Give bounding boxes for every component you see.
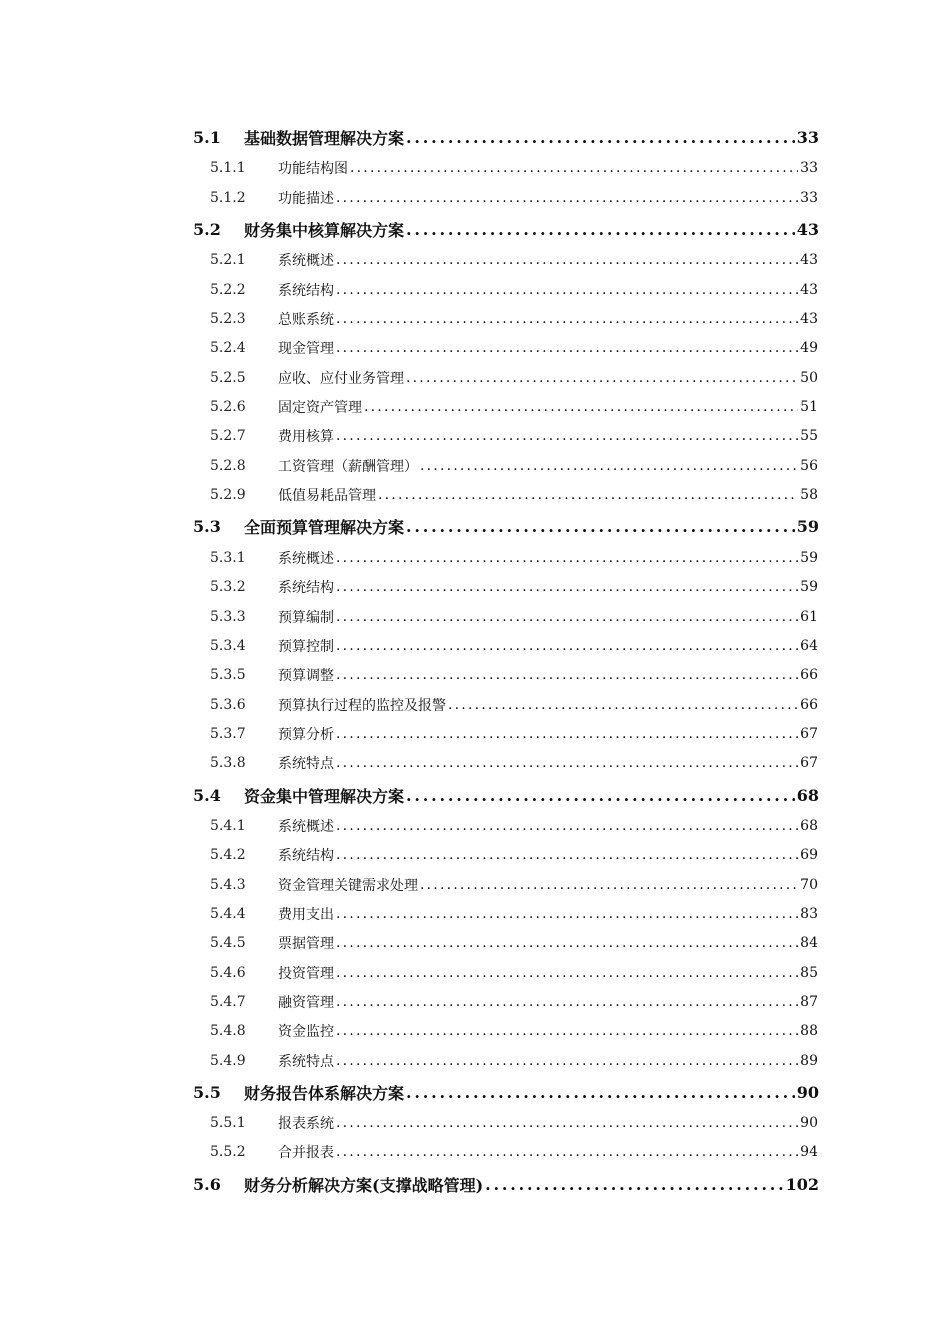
toc-entry-number: 5.4.5 — [210, 935, 246, 951]
toc-entry-number: 5.3 — [193, 516, 221, 536]
toc-dot-leader — [336, 311, 798, 327]
toc-entry-page: 69 — [800, 847, 818, 863]
toc-entry-number: 5.2 — [193, 219, 221, 239]
toc-entry-5-2-9[interactable] — [210, 483, 818, 507]
toc-entry-number: 5.3.1 — [210, 550, 246, 566]
toc-entry-title: 预算控制 — [278, 639, 334, 655]
toc-dot-leader — [336, 340, 798, 356]
toc-entry-number: 5.2.6 — [210, 399, 246, 415]
toc-dot-leader — [378, 487, 798, 503]
toc-dot-leader — [406, 517, 795, 536]
toc-entry-5-3-7[interactable] — [210, 722, 818, 746]
toc-entry-5-1-1[interactable] — [210, 156, 818, 180]
toc-entry-5-3-4[interactable] — [210, 634, 818, 658]
toc-entry-page: 87 — [800, 994, 818, 1010]
toc-entry-5-3-8[interactable] — [210, 751, 818, 775]
toc-entry-5-2-3[interactable] — [210, 307, 818, 331]
toc-entry-title: 预算编制 — [278, 610, 334, 626]
toc-entry-page: 58 — [800, 487, 818, 503]
toc-entry-5-4-1[interactable] — [210, 814, 818, 838]
toc-entry-title: 报表系统 — [278, 1116, 334, 1132]
toc-entry-number: 5.4.8 — [210, 1023, 246, 1039]
toc-entry-number: 5.4.7 — [210, 994, 246, 1010]
toc-entry-title: 财务报告体系解决方案 — [244, 1083, 405, 1103]
toc-entry-number: 5.4.1 — [210, 818, 246, 834]
toc-dot-leader — [336, 638, 798, 654]
toc-entry-page: 68 — [800, 818, 818, 834]
toc-dot-leader — [336, 818, 798, 834]
toc-entry-number: 5.6 — [193, 1174, 221, 1194]
toc-entry-5-4-5[interactable] — [210, 931, 818, 955]
toc-entry-5-4-6[interactable] — [210, 961, 818, 985]
toc-entry-title: 合并报表 — [278, 1145, 334, 1161]
toc-entry-5-4-4[interactable] — [210, 902, 818, 926]
toc-entry-title: 系统特点 — [278, 1054, 334, 1070]
toc-entry-5-2-1[interactable] — [210, 248, 818, 272]
toc-entry-number: 5.4.6 — [210, 965, 246, 981]
toc-entry-title: 费用支出 — [278, 907, 334, 923]
toc-entry-title: 工资管理（薪酬管理） — [278, 459, 418, 475]
toc-entry-number: 5.2.4 — [210, 340, 246, 356]
toc-dot-leader — [485, 1175, 783, 1194]
toc-dot-leader — [420, 877, 798, 893]
toc-entry-5-4-7[interactable] — [210, 990, 818, 1014]
toc-entry-number: 5.5.1 — [210, 1115, 246, 1131]
toc-entry-page: 43 — [800, 282, 818, 298]
toc-entry-title: 预算分析 — [278, 727, 334, 743]
toc-entry-title: 功能描述 — [278, 191, 334, 207]
toc-entry-page: 90 — [796, 1082, 819, 1102]
toc-dot-leader — [336, 1144, 798, 1160]
toc-entry-page: 56 — [800, 458, 818, 474]
toc-entry-5-3-3[interactable] — [210, 605, 818, 629]
toc-entry-title: 系统结构 — [278, 848, 334, 864]
toc-entry-page: 64 — [800, 638, 818, 654]
toc-dot-leader — [336, 935, 798, 951]
toc-dot-leader — [336, 994, 798, 1010]
toc-dot-leader — [448, 697, 798, 713]
toc-entry-5-5[interactable] — [193, 1079, 819, 1105]
toc-entry-5-2-7[interactable] — [210, 424, 818, 448]
toc-dot-leader — [336, 252, 798, 268]
toc-entry-5-6[interactable] — [193, 1171, 819, 1197]
toc-entry-number: 5.4.4 — [210, 906, 246, 922]
toc-entry-title: 现金管理 — [278, 341, 334, 357]
toc-dot-leader — [406, 370, 798, 386]
toc-entry-page: 66 — [800, 697, 818, 713]
toc-entry-number: 5.2.8 — [210, 458, 246, 474]
toc-entry-title: 融资管理 — [278, 995, 334, 1011]
toc-entry-title: 总账系统 — [278, 312, 334, 328]
toc-entry-page: 50 — [800, 370, 818, 386]
toc-dot-leader — [336, 1023, 798, 1039]
toc-entry-5-4-9[interactable] — [210, 1049, 818, 1073]
toc-entry-page: 102 — [785, 1174, 819, 1194]
toc-dot-leader — [336, 428, 798, 444]
toc-dot-leader — [336, 1053, 798, 1069]
toc-entry-title: 低值易耗品管理 — [278, 488, 376, 504]
toc-entry-page: 88 — [800, 1023, 818, 1039]
toc-dot-leader — [364, 399, 798, 415]
toc-entry-number: 5.2.9 — [210, 487, 246, 503]
toc-entry-number: 5.3.3 — [210, 609, 246, 625]
toc-entry-page: 33 — [796, 127, 819, 147]
toc-entry-page: 55 — [800, 428, 818, 444]
toc-entry-page: 67 — [800, 755, 818, 771]
toc-dot-leader — [336, 579, 798, 595]
toc-dot-leader — [336, 550, 798, 566]
toc-entry-5-3[interactable] — [193, 513, 819, 539]
toc-entry-5-2[interactable] — [193, 216, 819, 242]
toc-entry-5-2-5[interactable] — [210, 366, 818, 390]
toc-entry-5-5-2[interactable] — [210, 1140, 818, 1164]
toc-entry-number: 5.5.2 — [210, 1144, 246, 1160]
toc-entry-title: 财务集中核算解决方案 — [244, 220, 405, 240]
toc-entry-page: 59 — [800, 579, 818, 595]
toc-entry-page: 33 — [800, 160, 818, 176]
toc-entry-page: 43 — [800, 311, 818, 327]
toc-entry-title: 票据管理 — [278, 936, 334, 952]
toc-entry-title: 预算调整 — [278, 668, 334, 684]
toc-entry-5-3-2[interactable] — [210, 575, 818, 599]
toc-entry-number: 5.1.1 — [210, 160, 246, 176]
toc-entry-title: 基础数据管理解决方案 — [244, 128, 405, 148]
toc-entry-title: 费用核算 — [278, 429, 334, 445]
toc-entry-page: 61 — [800, 609, 818, 625]
toc-entry-number: 5.2.2 — [210, 282, 246, 298]
toc-entry-title: 全面预算管理解决方案 — [244, 517, 405, 537]
toc-entry-page: 43 — [800, 252, 818, 268]
toc-entry-number: 5.3.7 — [210, 726, 246, 742]
toc-entry-number: 5.4.3 — [210, 877, 246, 893]
toc-entry-title: 系统特点 — [278, 756, 334, 772]
toc-entry-title: 系统概述 — [278, 819, 334, 835]
toc-entry-5-5-1[interactable] — [210, 1111, 818, 1135]
toc-dot-leader — [336, 906, 798, 922]
toc-entry-title: 系统结构 — [278, 580, 334, 596]
toc-dot-leader — [406, 1083, 795, 1102]
toc-dot-leader — [336, 847, 798, 863]
toc-entry-number: 5.3.8 — [210, 755, 246, 771]
toc-entry-page: 70 — [800, 877, 818, 893]
toc-entry-5-3-1[interactable] — [210, 546, 818, 570]
toc-entry-5-1[interactable] — [193, 124, 819, 150]
toc-dot-leader — [336, 1115, 798, 1131]
toc-entry-page: 68 — [796, 785, 819, 805]
toc-entry-5-2-6[interactable] — [210, 395, 818, 419]
toc-entry-number: 5.4.9 — [210, 1053, 246, 1069]
toc-entry-number: 5.3.5 — [210, 667, 246, 683]
toc-entry-5-2-4[interactable] — [210, 336, 818, 360]
toc-entry-5-4-2[interactable] — [210, 843, 818, 867]
toc-dot-leader — [406, 128, 795, 147]
toc-entry-page: 59 — [800, 550, 818, 566]
toc-entry-page: 59 — [796, 516, 819, 536]
toc-entry-number: 5.5 — [193, 1082, 221, 1102]
toc-entry-5-4-8[interactable] — [210, 1019, 818, 1043]
toc-entry-page: 66 — [800, 667, 818, 683]
toc-entry-title: 应收、应付业务管理 — [278, 371, 404, 387]
toc-entry-5-4-3[interactable] — [210, 873, 818, 897]
toc-entry-page: 84 — [800, 935, 818, 951]
toc-dot-leader — [336, 667, 798, 683]
toc-entry-number: 5.3.4 — [210, 638, 246, 654]
toc-entry-number: 5.2.7 — [210, 428, 246, 444]
toc-entry-number: 5.3.6 — [210, 697, 246, 713]
toc-entry-page: 51 — [800, 399, 818, 415]
toc-entry-title: 资金集中管理解决方案 — [244, 786, 405, 806]
toc-entry-page: 49 — [800, 340, 818, 356]
toc-dot-leader — [336, 609, 798, 625]
toc-entry-number: 5.2.3 — [210, 311, 246, 327]
toc-entry-title: 财务分析解决方案(支撑战略管理) — [244, 1175, 484, 1195]
toc-entry-5-4[interactable] — [193, 782, 819, 808]
toc-entry-5-2-2[interactable] — [210, 278, 818, 302]
toc-entry-title: 投资管理 — [278, 966, 334, 982]
toc-entry-title: 资金管理关键需求处理 — [278, 878, 418, 894]
toc-dot-leader — [420, 458, 798, 474]
toc-entry-page: 90 — [800, 1115, 818, 1131]
toc-entry-number: 5.3.2 — [210, 579, 246, 595]
toc-entry-page: 85 — [800, 965, 818, 981]
toc-entry-title: 系统概述 — [278, 253, 334, 269]
toc-dot-leader — [406, 220, 795, 239]
toc-entry-title: 系统结构 — [278, 283, 334, 299]
toc-entry-page: 83 — [800, 906, 818, 922]
toc-entry-number: 5.2.5 — [210, 370, 246, 386]
toc-entry-page: 89 — [800, 1053, 818, 1069]
toc-entry-title: 固定资产管理 — [278, 400, 362, 416]
toc-entry-page: 33 — [800, 190, 818, 206]
toc-dot-leader — [336, 965, 798, 981]
toc-dot-leader — [350, 160, 798, 176]
toc-dot-leader — [336, 190, 798, 206]
toc-dot-leader — [336, 282, 798, 298]
toc-dot-leader — [406, 786, 795, 805]
toc-entry-title: 资金监控 — [278, 1024, 334, 1040]
toc-entry-number: 5.4 — [193, 785, 221, 805]
toc-entry-page: 94 — [800, 1144, 818, 1160]
toc-dot-leader — [336, 755, 798, 771]
toc-entry-title: 预算执行过程的监控及报警 — [278, 698, 446, 714]
toc-entry-number: 5.1.2 — [210, 190, 246, 206]
toc-entry-number: 5.1 — [193, 127, 221, 147]
toc-entry-page: 43 — [796, 219, 819, 239]
toc-entry-5-1-2[interactable] — [210, 186, 818, 210]
toc-entry-title: 系统概述 — [278, 551, 334, 567]
toc-entry-title: 功能结构图 — [278, 161, 348, 177]
toc-entry-number: 5.4.2 — [210, 847, 246, 863]
toc-entry-5-3-6[interactable] — [210, 693, 818, 717]
toc-entry-5-2-8[interactable] — [210, 454, 818, 478]
toc-dot-leader — [336, 726, 798, 742]
toc-entry-page: 67 — [800, 726, 818, 742]
toc-entry-5-3-5[interactable] — [210, 663, 818, 687]
toc-entry-number: 5.2.1 — [210, 252, 246, 268]
